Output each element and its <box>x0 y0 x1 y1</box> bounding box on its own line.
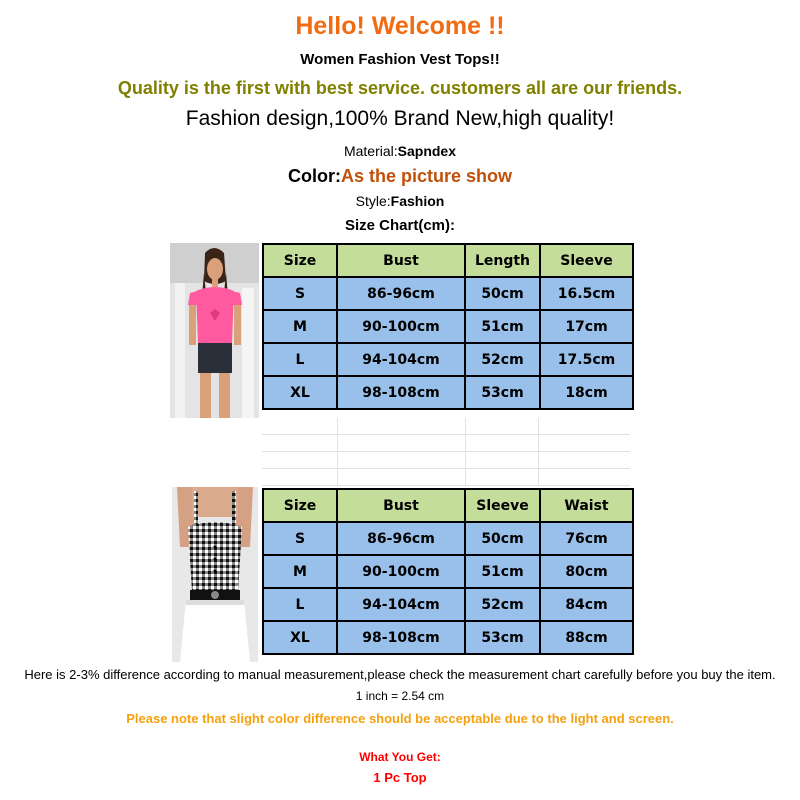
header-cell: Sleeve <box>465 489 540 522</box>
table-cell: 51cm <box>465 310 540 343</box>
color-label: Color: <box>287 166 341 186</box>
empty-grid-spacer <box>262 418 630 486</box>
table-cell: 98-108cm <box>337 621 465 654</box>
material-value: Sapndex <box>397 143 457 159</box>
table-cell: 90-100cm <box>337 310 465 343</box>
table-cell: M <box>263 310 337 343</box>
size-chart-table-1 <box>262 243 634 410</box>
table-cell: 18cm <box>540 376 633 409</box>
table-cell: 50cm <box>465 277 540 310</box>
table-cell: 98-108cm <box>337 376 465 409</box>
header-cell: Waist <box>540 489 633 522</box>
material-label: Material: <box>343 143 398 159</box>
table-cell: 17cm <box>540 310 633 343</box>
table-row <box>263 376 633 409</box>
size-chart-title: Size Chart(cm): <box>344 217 456 234</box>
quality-statement: Quality is the first with best service. customers all are our friends. <box>117 78 683 98</box>
color-line <box>0 166 800 187</box>
product-photo-plaid-top <box>172 487 258 662</box>
table-row <box>263 310 633 343</box>
table-cell: XL <box>263 621 337 654</box>
table-cell: L <box>263 588 337 621</box>
table-cell: 86-96cm <box>337 522 465 555</box>
table-row <box>263 522 633 555</box>
table-cell: S <box>263 277 337 310</box>
table-row <box>263 621 633 654</box>
style-value: Fashion <box>390 193 445 209</box>
table-cell: 16.5cm <box>540 277 633 310</box>
table-cell: 52cm <box>465 588 540 621</box>
table-row <box>263 588 633 621</box>
table-row <box>263 555 633 588</box>
style-label: Style: <box>355 193 391 209</box>
table-cell: 53cm <box>465 376 540 409</box>
grid-line <box>337 418 338 486</box>
style-line <box>0 193 800 209</box>
header-cell: Size <box>263 244 337 277</box>
measurement-note: Here is 2-3% difference according to manual measurement,please check the measurement chart carefully before you buy the item. <box>24 667 776 682</box>
header-cell: Bust <box>337 244 465 277</box>
table-cell: 94-104cm <box>337 343 465 376</box>
table-cell: M <box>263 555 337 588</box>
table-cell: 51cm <box>465 555 540 588</box>
table-row <box>263 277 633 310</box>
welcome-heading: Hello! Welcome !! <box>295 12 505 40</box>
grid-line <box>465 418 466 486</box>
inch-conversion: 1 inch = 2.54 cm <box>355 689 445 703</box>
what-you-get-label: What You Get: <box>359 750 441 764</box>
color-value: As the picture show <box>340 166 513 186</box>
header-cell: Length <box>465 244 540 277</box>
grid-line <box>538 418 539 486</box>
table-cell: S <box>263 522 337 555</box>
table-cell: 17.5cm <box>540 343 633 376</box>
product-photo-pink-top <box>170 243 259 418</box>
table-cell: L <box>263 343 337 376</box>
product-subtitle: Women Fashion Vest Tops!! <box>300 51 500 68</box>
table-cell: XL <box>263 376 337 409</box>
table-cell: 84cm <box>540 588 633 621</box>
table-cell: 94-104cm <box>337 588 465 621</box>
size-chart-table-2 <box>262 488 634 655</box>
header-cell: Bust <box>337 489 465 522</box>
table-header-row <box>263 244 633 277</box>
table-cell: 88cm <box>540 621 633 654</box>
table-cell: 90-100cm <box>337 555 465 588</box>
table-cell: 86-96cm <box>337 277 465 310</box>
table-header-row <box>263 489 633 522</box>
color-difference-note: Please note that slight color difference should be acceptable due to the light and screen. <box>126 711 674 726</box>
tagline: Fashion design,100% Brand New,high quality! <box>185 107 615 130</box>
material-line <box>0 143 800 159</box>
table-cell: 52cm <box>465 343 540 376</box>
table-cell: 76cm <box>540 522 633 555</box>
table-cell: 50cm <box>465 522 540 555</box>
header-cell: Size <box>263 489 337 522</box>
table-cell: 80cm <box>540 555 633 588</box>
table-cell: 53cm <box>465 621 540 654</box>
table-row <box>263 343 633 376</box>
header-cell: Sleeve <box>540 244 633 277</box>
package-item: 1 Pc Top <box>373 770 427 785</box>
